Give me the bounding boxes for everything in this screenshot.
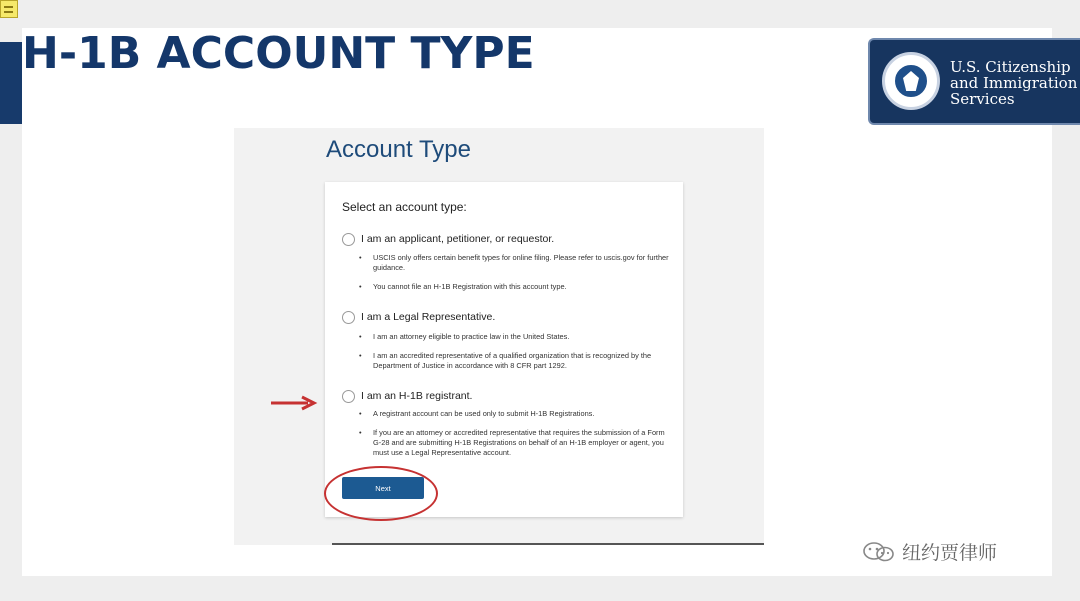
bullet-legal-1: • I am an attorney eligible to practice law in the United States.	[360, 332, 670, 342]
option-legal-representative-label[interactable]: I am a Legal Representative.	[361, 311, 496, 323]
slide-title: H-1B ACCOUNT TYPE	[22, 28, 535, 79]
uscis-logo	[868, 38, 1080, 125]
uscis-logo-line-3: Services	[950, 90, 1015, 108]
watermark	[862, 538, 997, 565]
page-title: Account Type	[326, 136, 471, 163]
bullet-legal-2: • I am an accredited representative of a qualified organization that is recognized by the Department of Justice in accordance with 8 CFR part 1292.	[360, 351, 670, 371]
screenshot-divider	[332, 543, 764, 545]
uscis-logo-line-1: U.S. Citizenship	[950, 58, 1071, 76]
highlight-circle	[324, 466, 438, 521]
dhs-seal-icon	[882, 52, 940, 110]
note-icon[interactable]	[0, 0, 18, 18]
account-type-prompt: Select an account type:	[342, 200, 467, 214]
bullet-applicant-1: • USCIS only offers certain benefit types for online filing. Please refer to uscis.gov for further guidance.	[360, 253, 670, 273]
option-applicant-label[interactable]: I am an applicant, petitioner, or requestor.	[361, 233, 555, 245]
uscis-logo-text	[950, 59, 1077, 107]
watermark-text: 纽约贾律师	[902, 542, 998, 564]
slide-accent-bar	[0, 42, 22, 124]
radio-legal-representative[interactable]	[342, 311, 355, 324]
radio-h1b-registrant[interactable]	[342, 390, 355, 403]
bullet-applicant-2: • You cannot file an H-1B Registration with this account type.	[360, 282, 670, 292]
next-button[interactable]: Next	[342, 477, 424, 499]
red-arrow-icon	[270, 395, 318, 411]
option-h1b-registrant-label[interactable]: I am an H-1B registrant.	[361, 390, 473, 402]
wechat-icon	[862, 541, 896, 563]
bullet-registrant-1: • A registrant account can be used only to submit H-1B Registrations.	[360, 409, 670, 419]
uscis-logo-line-2: and Immigration	[950, 74, 1078, 92]
bullet-registrant-2: • If you are an attorney or accredited representative that requires the submission of a Form G-28 and are submitting H-1B Registrations on behalf of an H-1B employer or agent, you must use a Legal Representative account.	[360, 428, 670, 458]
radio-applicant[interactable]	[342, 233, 355, 246]
